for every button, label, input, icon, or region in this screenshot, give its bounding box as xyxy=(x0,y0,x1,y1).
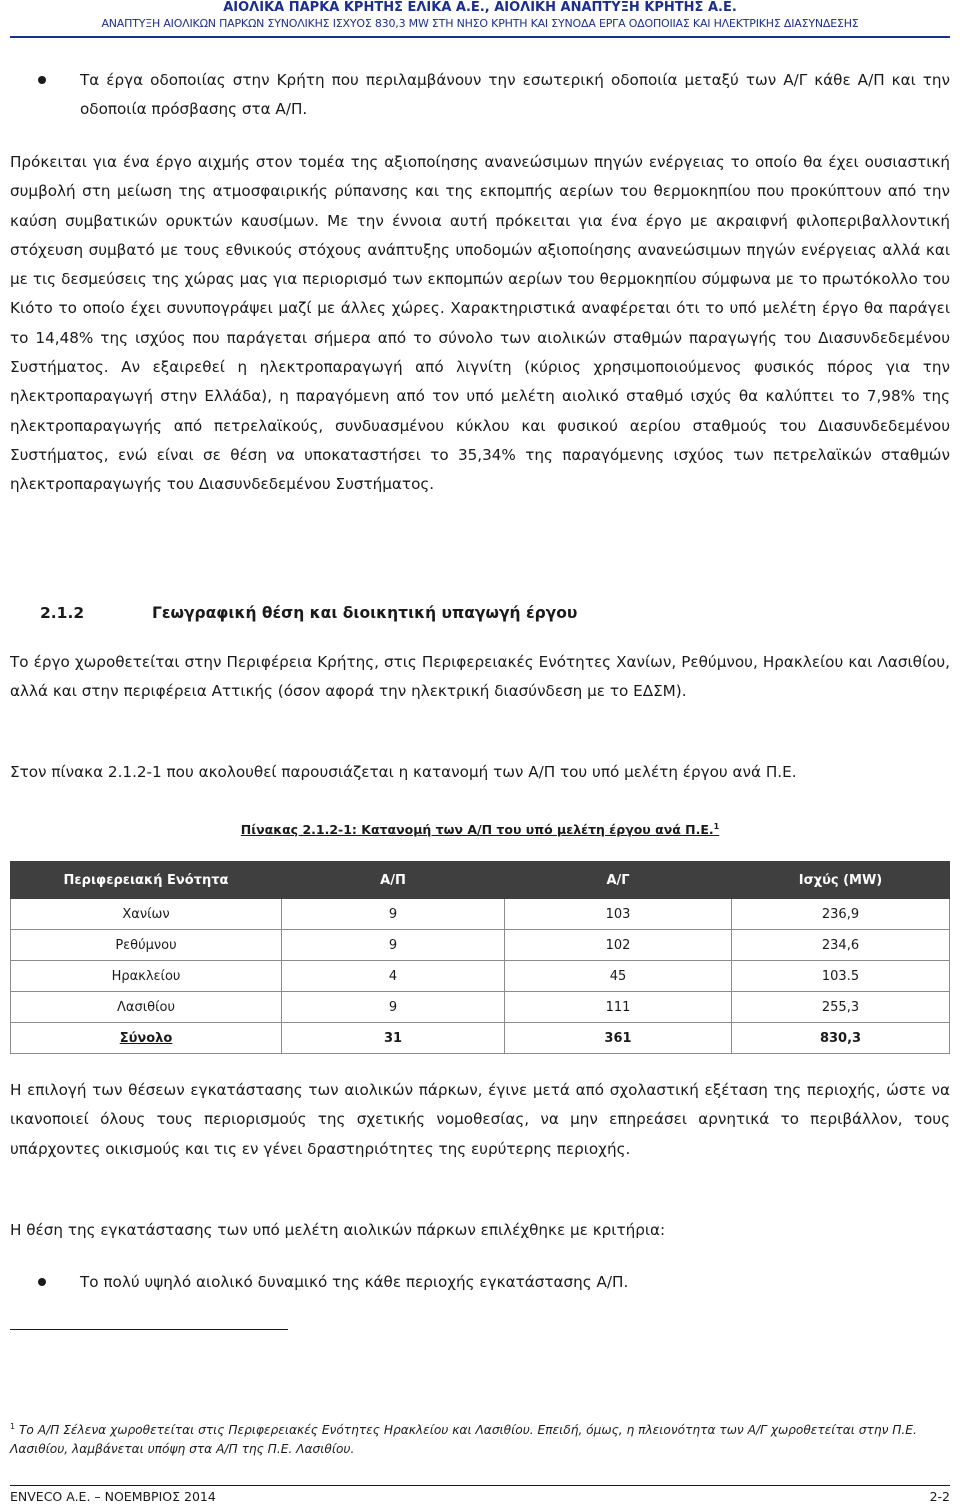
footnote xyxy=(10,1417,950,1459)
table-cell: 45 xyxy=(505,961,732,992)
bullet-dot-icon xyxy=(38,1278,46,1286)
table-row xyxy=(11,992,950,1023)
table-cell: 9 xyxy=(282,899,505,930)
table-cell: Σύνολο xyxy=(11,1023,282,1054)
table-cell: 103 xyxy=(505,899,732,930)
table-cell: Χανίων xyxy=(11,899,282,930)
footnote-mark: 1 xyxy=(10,1422,16,1431)
table-total-row xyxy=(11,1023,950,1054)
table-cell: Ηρακλείου xyxy=(11,961,282,992)
header-cell: Ισχύς (MW) xyxy=(732,862,950,899)
paragraph-criteria: Η θέση της εγκατάστασης των υπό μελέτη αιολικών πάρκων επιλέχθηκε με κριτήρια: xyxy=(10,1221,666,1239)
table-cell: 31 xyxy=(282,1023,505,1054)
table-row xyxy=(11,899,950,930)
table-cell: 830,3 xyxy=(732,1023,950,1054)
table-cell: Ρεθύμνου xyxy=(11,930,282,961)
bullet-roadworks: Τα έργα οδοποιίας στην Κρήτη που περιλαμβάνουν την εσωτερική οδοποιία μεταξύ των Α/Γ κάθε Α/Π και την οδοποιία πρόσβασης στα Α/Π. xyxy=(80,71,950,119)
table-cell: 236,9 xyxy=(732,899,950,930)
table-cell: 9 xyxy=(282,992,505,1023)
paragraph-main: Πρόκειται για ένα έργο αιχμής στον τομέα της αξιοποίησης ανανεώσιμων πηγών ενέργειας το οποίο θα έχει ουσιαστική συμβολή στη μείωση της ατμοσφαιρικής ρύπανσης και της εκπομπής αερίων του θερμοκηπίου που προκύπτουν από την καύση συμβατικών ορυκτών καυσίμων. Με την έννοια αυτή πρόκειται για ένα έργο με ακραιφνή φιλοπεριβαλλοντική στόχευση συμβατό με τους εθνικούς στόχους ανάπτυξης υποδομών αξιοποίησης ανανεώσιμων πηγών ενέργειας αλλά και με τις δεσμεύσεις της χώρας μας για περιορισμό των εκπομπών αερίων του θερμοκηπίου σύμφωνα με το πρωτόκολλο του Κιότο το οποίο έχει συνυπογράψει μαζί με άλλες χώρες. Χαρακτηριστικά αναφέρεται ότι το υπό μελέτη έργο θα παράγει το 14,48% της ισχύος που παράγεται σήμερα από το σύνολο των αιολικών σταθμών παραγωγής του Διασυνδεδεμένου Συστήματος. Αν εξαιρεθεί η ηλεκτροπαραγωγή από λιγνίτη (κύριος χρησιμοποιούμενος φυσικός πόρος για την ηλεκτροπαραγωγή στην Ελλάδα), η παραγόμενη από τον υπό μελέτη αιολικό σταθμό ισχύς θα καλύπτει το 7,98% της ηλεκτροπαραγωγής από πετρελαϊκούς, συνδυασμένου κύκλου και φυσικού αερίου σταθμούς του Διασυνδεδεμένου Συστήματος, ενώ είναι σε θέση να υποκαταστήσει το 35,34% της παραγόμενης ισχύος των πετρελαϊκών σταθμών ηλεκτροπαραγωγής του Διασυνδεδεμένου Συστήματος. xyxy=(10,153,950,494)
table-row xyxy=(11,961,950,992)
header-cell: Α/Γ xyxy=(505,862,732,899)
table-cell: 255,3 xyxy=(732,992,950,1023)
table-cell: 361 xyxy=(505,1023,732,1054)
footnote-text: Το Α/Π Σέλενα χωροθετείται στις Περιφερειακές Ενότητες Ηρακλείου και Λασιθίου. Επειδή, όμως, η πλειονότητα των Α/Γ χωροθετείται στην Π.Ε. Λασιθίου, λαμβάνεται υπόψη στα Α/Π της Π.Ε. Λασιθίου. xyxy=(10,1423,917,1457)
table-cell: 111 xyxy=(505,992,732,1023)
table-cell: Λασιθίου xyxy=(11,992,282,1023)
table-row xyxy=(11,930,950,961)
bullet-wind-potential: Το πολύ υψηλό αιολικό δυναμικό της κάθε περιοχής εγκατάστασης Α/Π. xyxy=(80,1273,629,1291)
distribution-table xyxy=(10,861,950,1054)
paragraph-table-intro: Στον πίνακα 2.1.2-1 που ακολουθεί παρουσιάζεται η κατανομή των Α/Π του υπό μελέτη έργου ανά Π.Ε. xyxy=(10,763,797,781)
header-title: ΑΙΟΛΙΚΑ ΠΑΡΚΑ ΚΡΗΤΗΣ ΕΛΙΚΑ Α.Ε., ΑΙΟΛΙΚΗ ΑΝΑΠΤΥΞΗ ΚΡΗΤΗΣ Α.Ε. xyxy=(223,0,737,15)
section-number: 2.1.2 xyxy=(40,604,85,622)
table-cell: 103.5 xyxy=(732,961,950,992)
table-caption-footnote-mark: 1 xyxy=(713,822,720,831)
footer-divider xyxy=(10,1485,950,1486)
section-title: Γεωγραφική θέση και διοικητική υπαγωγή έργου xyxy=(152,604,578,622)
header-cell: Α/Π xyxy=(282,862,505,899)
table-cell: 234,6 xyxy=(732,930,950,961)
table-cell: 4 xyxy=(282,961,505,992)
paragraph-location: Το έργο χωροθετείται στην Περιφέρεια Κρήτης, στις Περιφερειακές Ενότητες Χανίων, Ρεθύμνου, Ηρακλείου και Λασιθίου, αλλά και στην περιφέρεια Αττικής (όσον αφορά την ηλεκτρική διασύνδεση με το ΕΔΣΜ). xyxy=(10,653,950,701)
table-cell: 102 xyxy=(505,930,732,961)
footnote-divider xyxy=(10,1329,288,1330)
header-subtitle: ΑΝΑΠΤΥΞΗ ΑΙΟΛΙΚΩΝ ΠΑΡΚΩΝ ΣΥΝΟΛΙΚΗΣ ΙΣΧΥΟΣ 830,3 MW ΣΤΗ ΝΗΣΟ ΚΡΗΤΗ ΚΑΙ ΣΥΝΟΔΑ ΕΡΓΑ ΟΔΟΠΟΙΙΑΣ ΚΑΙ ΗΛΕΚΤΡΙΚΗΣ ΔΙΑΣΥΝΔΕΣΗΣ xyxy=(101,17,859,30)
table-cell: 9 xyxy=(282,930,505,961)
bullet-dot-icon xyxy=(38,76,46,84)
header-divider xyxy=(10,36,950,38)
paragraph-selection: Η επιλογή των θέσεων εγκατάστασης των αιολικών πάρκων, έγινε μετά από σχολαστική εξέταση της περιοχής, ώστε να ικανοποιεί όλους τους περιορισμούς της σχετικής νομοθεσίας, να μην επηρεάσει αρνητικά το περιβάλλον, τους υπάρχοντες οικισμούς και τις εν γένει δραστηριότητες της ευρύτερης περιοχής. xyxy=(10,1081,950,1158)
table-caption xyxy=(10,816,950,841)
footer-page-number: 2-2 xyxy=(929,1489,950,1504)
table-caption-text: Πίνακας 2.1.2-1: Κατανομή των Α/Π του υπό μελέτη έργου ανά Π.Ε. xyxy=(240,822,714,838)
table-header-row xyxy=(11,862,950,899)
footer-company-date: ENVECO A.E. – ΝΟΕΜΒΡΙΟΣ 2014 xyxy=(10,1489,216,1504)
header-cell: Περιφερειακή Ενότητα xyxy=(11,862,282,899)
